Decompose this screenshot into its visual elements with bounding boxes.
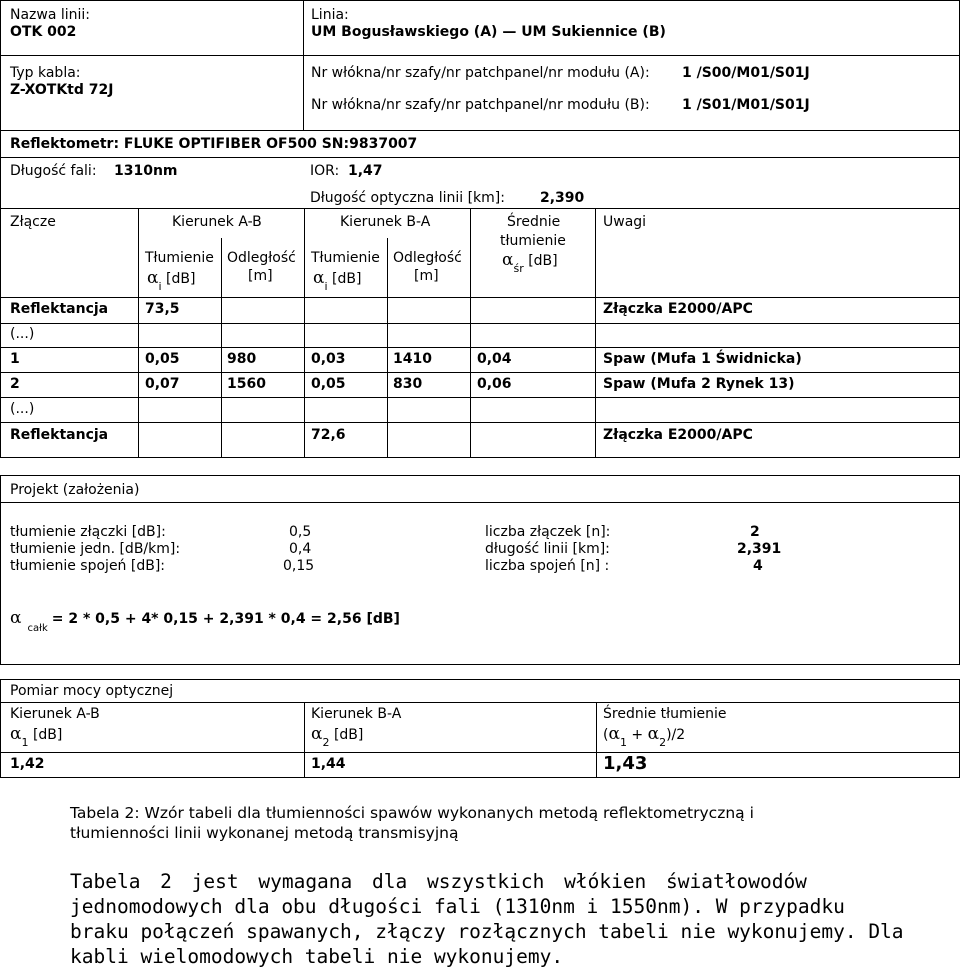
formula-text: = 2 * 0,5 + 4* 0,15 + 2,391 * 0,4 = 2,56 [dB] (51, 611, 400, 627)
power-header-rule (0, 752, 960, 753)
border-top (0, 0, 960, 1)
border-left (0, 0, 1, 458)
unit-db: [dB] (32, 727, 63, 743)
optical-length-label: Długość optyczna linii [km]: (310, 190, 505, 206)
row-name: 2 (10, 376, 20, 392)
power-col-avg: Średnie tłumienie (603, 706, 727, 722)
ior-label: IOR: (310, 163, 340, 179)
cable-type-label: Typ kabla: (10, 65, 81, 81)
sub-2: 2 (322, 736, 330, 749)
project-left-label-1: tłumienie złączki [dB]: (10, 524, 166, 540)
power-ba-unit (311, 724, 364, 749)
project-right-value-3: 4 (753, 558, 763, 574)
table-caption-line2: tłumienności linii wykonanej metodą transmisyjną (70, 824, 459, 842)
sub-dist-ba-unit: [m] (414, 268, 439, 284)
paren-open: ( (603, 727, 609, 743)
project-title-rule (0, 502, 960, 503)
row-rule-2 (0, 347, 960, 348)
reflectometer: Reflektometr: FLUKE OPTIFIBER OF500 SN:9837007 (10, 136, 418, 152)
sub-i: i (324, 280, 328, 293)
fiber-b-label: Nr włókna/nr szafy/nr patchpanel/nr modułu (B): (311, 97, 650, 113)
row-name: (...) (10, 401, 35, 417)
line-name-label: Nazwa linii: (10, 7, 91, 23)
project-formula (10, 608, 400, 634)
row-ba-dist: 830 (393, 376, 423, 392)
cable-type-value: Z-XOTKtd 72J (10, 82, 114, 98)
col-notes: Uwagi (603, 214, 647, 230)
formula-subscript: całk (27, 623, 48, 634)
row-name: Reflektancja (10, 427, 109, 443)
note-line1: Tabela 2 jest wymagana dla wszystkich włókien światłowodów (70, 870, 807, 893)
power-value-ab: 1,42 (10, 756, 45, 772)
power-col-ba: Kierunek B-A (311, 706, 402, 722)
col-avg-line1: Średnie (507, 214, 561, 230)
col-rule-3 (304, 208, 305, 458)
project-left-value-2: 0,4 (289, 541, 312, 557)
unit-db: [dB] (166, 271, 196, 287)
row-avg: 0,06 (477, 376, 512, 392)
power-ab-unit (10, 724, 63, 749)
alpha-symbol: α (10, 608, 22, 628)
sub-avg-unit (502, 250, 558, 275)
alpha-symbol: α (647, 724, 660, 744)
project-title: Projekt (założenia) (10, 482, 140, 498)
unit-db: [dB] (333, 727, 364, 743)
header-rule-2 (0, 130, 960, 131)
power-col-rule-1 (304, 702, 305, 778)
row-ab-att: 73,5 (145, 301, 180, 317)
ior-value: 1,47 (348, 163, 383, 179)
col-rule-1 (138, 208, 139, 458)
sub-2: 2 (659, 736, 667, 749)
alpha-symbol: α (313, 268, 325, 288)
sub-1: 1 (21, 736, 29, 749)
col-avg-line2: tłumienie (500, 233, 566, 249)
col-rule-5 (470, 208, 471, 458)
sub-dist-ab: Odległość (227, 250, 296, 266)
sub-1: 1 (619, 736, 627, 749)
row-rule-3 (0, 372, 960, 373)
row-notes: Spaw (Mufa 1 Świdnicka) (603, 351, 802, 367)
table-top-rule (0, 208, 960, 209)
table-header-bottom (0, 297, 960, 298)
fiber-a-value: 1 /S00/M01/S01J (682, 65, 810, 81)
col-direction-ba: Kierunek B-A (340, 214, 431, 230)
alpha-symbol: α (608, 724, 620, 744)
project-left-label-2: tłumienie jedn. [dB/km]: (10, 541, 181, 557)
project-right-label-2: długość linii [km]: (485, 541, 610, 557)
sub-sr: śr (513, 262, 524, 275)
row-ba-att: 0,05 (311, 376, 346, 392)
line-label: Linia: (311, 7, 349, 23)
row-avg: 0,04 (477, 351, 512, 367)
col-rule-6 (595, 208, 596, 458)
power-col-ab: Kierunek A-B (10, 706, 100, 722)
project-right-label-1: liczba złączek [n]: (485, 524, 611, 540)
table-caption-line1: Tabela 2: Wzór tabeli dla tłumienności spawów wykonanych metodą reflektometryczną i (70, 804, 754, 822)
power-title-rule (0, 702, 960, 703)
fiber-b-value: 1 /S01/M01/S01J (682, 97, 810, 113)
row-ab-att: 0,07 (145, 376, 180, 392)
row-ab-dist: 1560 (227, 376, 266, 392)
alpha-symbol: α (10, 724, 22, 744)
note-line3: braku połączeń spawanych, złączy rozłącznych tabeli nie wykonujemy. Dla (70, 920, 904, 943)
alpha-symbol: α (502, 250, 514, 270)
power-avg-formula (603, 724, 686, 749)
row-rule-5 (0, 422, 960, 423)
wavelength-label: Długość fali: (10, 163, 97, 179)
fiber-a-label: Nr włókna/nr szafy/nr patchpanel/nr modułu (A): (311, 65, 650, 81)
row-ba-dist: 1410 (393, 351, 432, 367)
wavelength-value: 1310nm (114, 163, 178, 179)
power-col-rule-2 (596, 702, 597, 778)
col-rule-2 (221, 238, 222, 458)
row-notes: Złączka E2000/APC (603, 301, 753, 317)
power-value-ba: 1,44 (311, 756, 346, 772)
line-value: UM Bogusławskiego (A) — UM Sukiennice (B) (311, 24, 666, 40)
col-rule-4 (387, 238, 388, 458)
row-notes: Spaw (Mufa 2 Rynek 13) (603, 376, 795, 392)
project-left-value-1: 0,5 (289, 524, 312, 540)
row-rule-1 (0, 323, 960, 324)
row-notes: Złączka E2000/APC (603, 427, 753, 443)
note-line4: kabli wielomodowych tabeli nie wykonujemy. (70, 945, 564, 968)
alpha-symbol: α (311, 724, 323, 744)
sub-i: i (158, 280, 162, 293)
project-right-value-2: 2,391 (737, 541, 782, 557)
project-right-value-1: 2 (750, 524, 760, 540)
sub-att-ab-unit (147, 268, 196, 293)
paren-close: )/2 (666, 727, 686, 743)
sub-att-ab: Tłumienie (145, 250, 214, 266)
col-connector: Złącze (10, 214, 56, 230)
power-title: Pomiar mocy optycznej (10, 683, 174, 699)
row-rule-4 (0, 397, 960, 398)
project-left-value-3: 0,15 (283, 558, 315, 574)
plus-sign: + (631, 727, 644, 743)
optical-length-value: 2,390 (540, 190, 585, 206)
row-ba-att: 72,6 (311, 427, 346, 443)
power-value-avg: 1,43 (603, 753, 648, 774)
row-name: 1 (10, 351, 20, 367)
note-line2: jednomodowych dla obu długości fali (1310nm i 1550nm). W przypadku (70, 895, 845, 918)
row-ab-att: 0,05 (145, 351, 180, 367)
header-divider (303, 0, 304, 130)
col-direction-ab: Kierunek A-B (172, 214, 262, 230)
row-ba-att: 0,03 (311, 351, 346, 367)
header-rule-1 (0, 55, 960, 56)
sub-dist-ab-unit: [m] (248, 268, 273, 284)
table-bottom-rule (0, 457, 960, 458)
row-name: Reflektancja (10, 301, 109, 317)
line-name-value: OTK 002 (10, 24, 77, 40)
header-rule-3 (0, 157, 960, 158)
unit-db: [dB] (528, 253, 558, 269)
sub-att-ba-unit (313, 268, 362, 293)
unit-db: [dB] (332, 271, 362, 287)
row-name: (...) (10, 326, 35, 342)
alpha-symbol: α (147, 268, 159, 288)
project-left-label-3: tłumienie spojeń [dB]: (10, 558, 166, 574)
sub-att-ba: Tłumienie (311, 250, 380, 266)
sub-dist-ba: Odległość (393, 250, 462, 266)
row-ab-dist: 980 (227, 351, 257, 367)
project-right-label-3: liczba spojeń [n] : (485, 558, 610, 574)
